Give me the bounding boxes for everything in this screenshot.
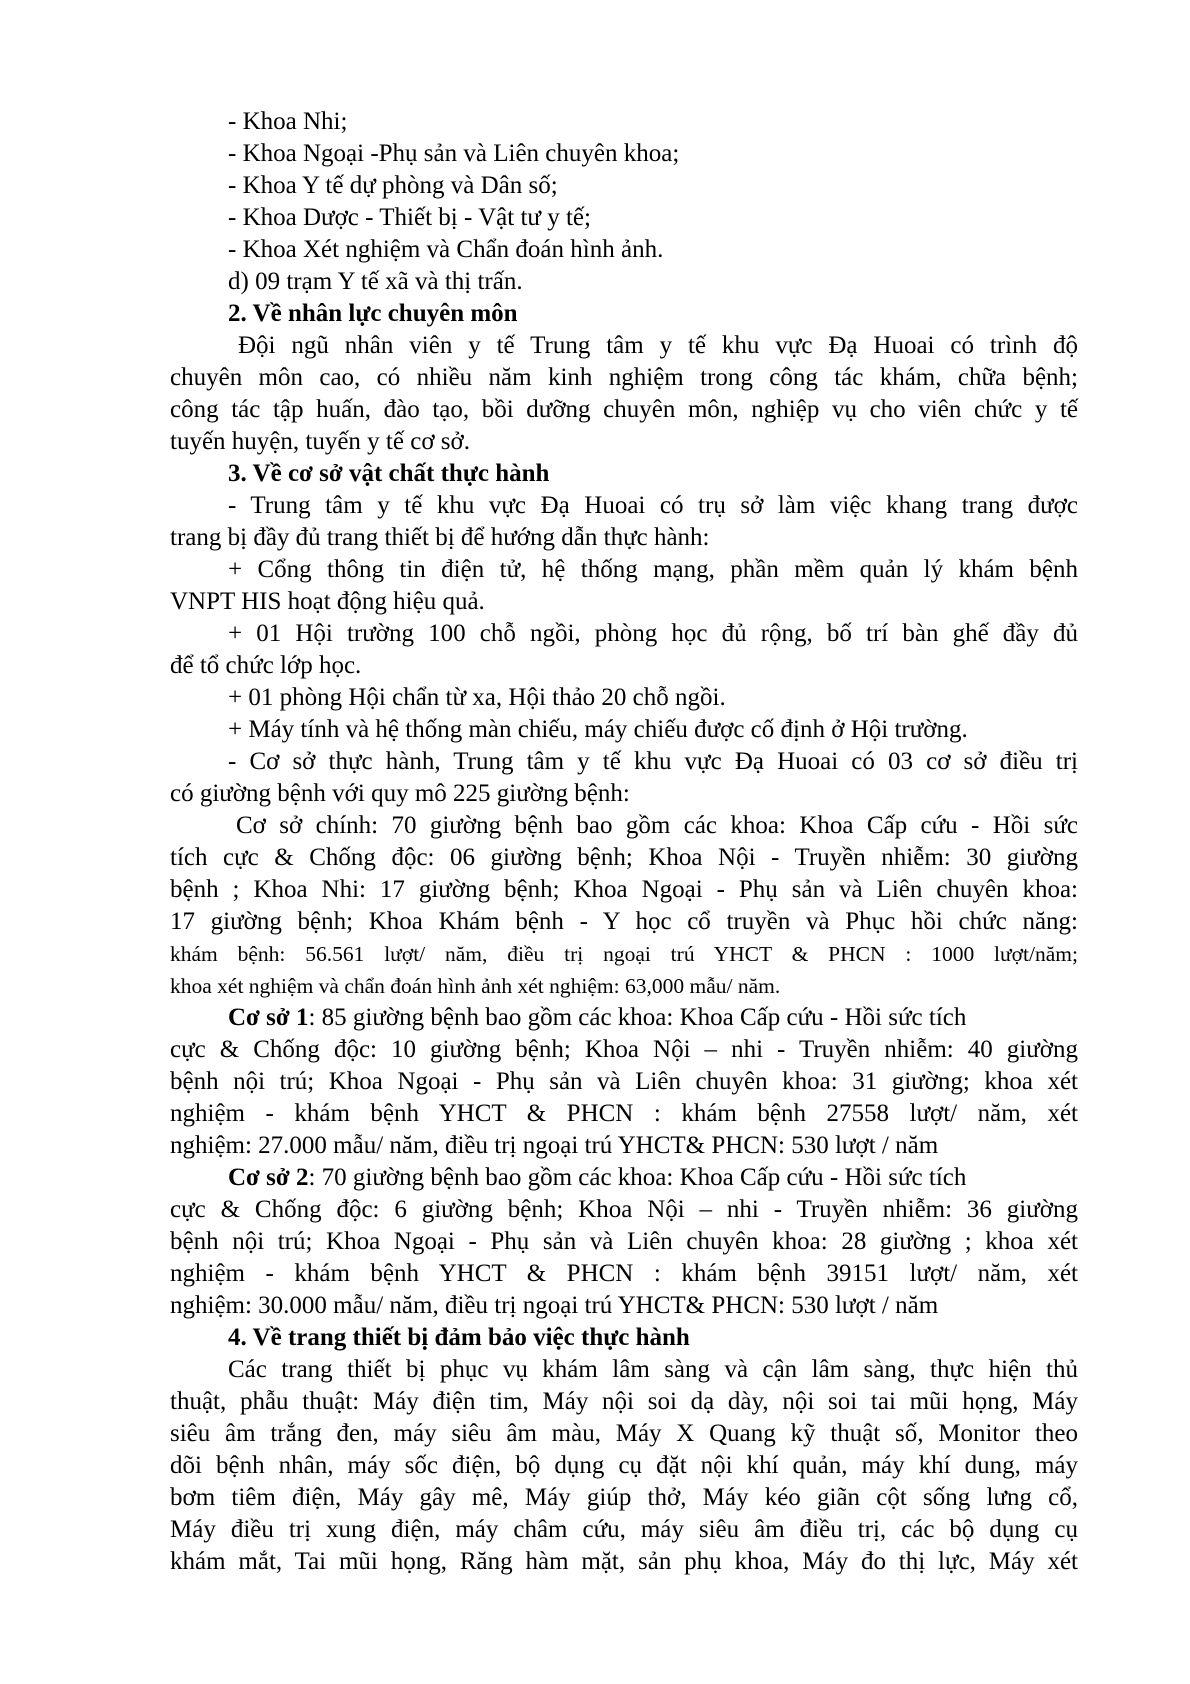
section-2-heading: 2. Về nhân lực chuyên môn <box>228 300 518 327</box>
co-so-chinh-line: khoa xét nghiệm và chẩn đoán hình ảnh xét nghiệm: 63,000 mẫu/ năm. <box>170 974 781 998</box>
section-3-line: VNPT HIS hoạt động hiệu quả. <box>170 588 485 615</box>
section-2-line: tuyến huyện, tuyến y tế cơ sở. <box>170 428 470 455</box>
co-so-1-line: nghiệm - khám bệnh YHCT & PHCN : khám bệnh 27558 lượt/ năm, xét <box>170 1100 1078 1127</box>
section-4-line: dõi bệnh nhân, máy sốc điện, bộ dụng cụ đặt nội khí quản, máy khí dung, máy <box>170 1452 1078 1479</box>
co-so-1-label: Cơ sở 1 <box>228 1004 309 1031</box>
section-3-line: + Máy tính và hệ thống màn chiếu, máy chiếu được cố định ở Hội trường. <box>228 716 968 743</box>
list-item-tram-y-te: d) 09 trạm Y tế xã và thị trấn. <box>228 268 523 295</box>
co-so-2-line: : 70 giường bệnh bao gồm các khoa: Khoa Cấp cứu - Hồi sức tích <box>308 1164 967 1191</box>
co-so-2-line: nghiệm - khám bệnh YHCT & PHCN : khám bệnh 39151 lượt/ năm, xét <box>170 1260 1078 1287</box>
section-3-heading: 3. Về cơ sở vật chất thực hành <box>228 460 550 487</box>
section-4-line: siêu âm trắng đen, máy siêu âm màu, Máy X Quang kỹ thuật số, Monitor theo <box>170 1420 1078 1447</box>
list-item-khoa-y-te-du-phong: - Khoa Y tế dự phòng và Dân số; <box>228 172 558 199</box>
co-so-2-line: cực & Chống độc: 6 giường bệnh; Khoa Nội – nhi - Truyền nhiễm: 36 giường <box>170 1196 1078 1223</box>
co-so-chinh-line: Cơ sở chính: 70 giường bệnh bao gồm các khoa: Khoa Cấp cứu - Hồi sức <box>236 812 1078 839</box>
section-3-line: để tổ chức lớp học. <box>170 652 362 679</box>
section-4-line: Các trang thiết bị phục vụ khám lâm sàng và cận lâm sàng, thực hiện thủ <box>228 1356 1078 1383</box>
section-2-line: Đội ngũ nhân viên y tế Trung tâm y tế khu vực Đạ Huoai có trình độ <box>238 332 1078 359</box>
section-3-line: - Trung tâm y tế khu vực Đạ Huoai có trụ sở làm việc khang trang được <box>228 492 1078 519</box>
section-4-line: Máy điều trị xung điện, máy châm cứu, máy siêu âm điều trị, các bộ dụng cụ <box>170 1516 1078 1543</box>
section-3-line: có giường bệnh với quy mô 225 giường bệnh: <box>170 780 630 807</box>
section-3-line: trang bị đầy đủ trang thiết bị để hướng dẫn thực hành: <box>170 524 710 551</box>
section-2-line: chuyên môn cao, có nhiều năm kinh nghiệm trong công tác khám, chữa bệnh; <box>170 364 1078 391</box>
list-item-khoa-nhi: - Khoa Nhi; <box>228 108 348 135</box>
list-item-khoa-ngoai: - Khoa Ngoại -Phụ sản và Liên chuyên khoa; <box>228 140 680 167</box>
section-4-heading: 4. Về trang thiết bị đảm bảo việc thực hành <box>228 1324 690 1351</box>
section-3-line: + 01 Hội trường 100 chỗ ngồi, phòng học đủ rộng, bố trí bàn ghế đầy đủ <box>228 620 1078 647</box>
section-4-line: khám mắt, Tai mũi họng, Răng hàm mặt, sản phụ khoa, Máy đo thị lực, Máy xét <box>170 1548 1078 1575</box>
co-so-1-line: nghiệm: 27.000 mẫu/ năm, điều trị ngoại trú YHCT& PHCN: 530 lượt / năm <box>170 1132 939 1159</box>
list-item-khoa-xet-nghiem: - Khoa Xét nghiệm và Chẩn đoán hình ảnh. <box>228 236 664 263</box>
section-3-line: - Cơ sở thực hành, Trung tâm y tế khu vực Đạ Huoai có 03 cơ sở điều trị <box>228 748 1078 775</box>
section-4-line: bơm tiêm điện, Máy gây mê, Máy giúp thở, Máy kéo giãn cột sống lưng cổ, <box>170 1484 1078 1511</box>
co-so-chinh-line: 17 giường bệnh; Khoa Khám bệnh - Y học cổ truyền và Phục hồi chức năng: <box>170 908 1078 935</box>
co-so-1-first-line <box>228 1002 1078 1034</box>
co-so-2-label: Cơ sở 2 <box>228 1164 309 1191</box>
section-3-line: + 01 phòng Hội chẩn từ xa, Hội thảo 20 chỗ ngồi. <box>228 684 726 711</box>
co-so-2-line: nghiệm: 30.000 mẫu/ năm, điều trị ngoại trú YHCT& PHCN: 530 lượt / năm <box>170 1292 939 1319</box>
co-so-1-line: cực & Chống độc: 10 giường bệnh; Khoa Nội – nhi - Truyền nhiễm: 40 giường <box>170 1036 1078 1063</box>
co-so-2-first-line <box>228 1162 1078 1194</box>
co-so-1-line: : 85 giường bệnh bao gồm các khoa: Khoa Cấp cứu - Hồi sức tích <box>308 1004 967 1031</box>
co-so-1-line: bệnh nội trú; Khoa Ngoại - Phụ sản và Liên chuyên khoa: 31 giường; khoa xét <box>170 1068 1078 1095</box>
section-4-line: thuật, phẫu thuật: Máy điện tim, Máy nội soi dạ dày, nội soi tai mũi họng, Máy <box>170 1388 1078 1415</box>
list-item-khoa-duoc: - Khoa Dược - Thiết bị - Vật tư y tế; <box>228 204 591 231</box>
co-so-chinh-line: bệnh ; Khoa Nhi: 17 giường bệnh; Khoa Ngoại - Phụ sản và Liên chuyên khoa: <box>170 876 1078 903</box>
co-so-2-line: bệnh nội trú; Khoa Ngoại - Phụ sản và Liên chuyên khoa: 28 giường ; khoa xét <box>170 1228 1078 1255</box>
section-2-line: công tác tập huấn, đào tạo, bồi dưỡng chuyên môn, nghiệp vụ cho viên chức y tế <box>170 396 1078 423</box>
co-so-chinh-line: khám bệnh: 56.561 lượt/ năm, điều trị ngoại trú YHCT & PHCN : 1000 lượt/năm; <box>170 942 1078 966</box>
co-so-chinh-line: tích cực & Chống độc: 06 giường bệnh; Khoa Nội - Truyền nhiễm: 30 giường <box>170 844 1078 871</box>
section-3-line: + Cổng thông tin điện tử, hệ thống mạng, phần mềm quản lý khám bệnh <box>228 556 1078 583</box>
